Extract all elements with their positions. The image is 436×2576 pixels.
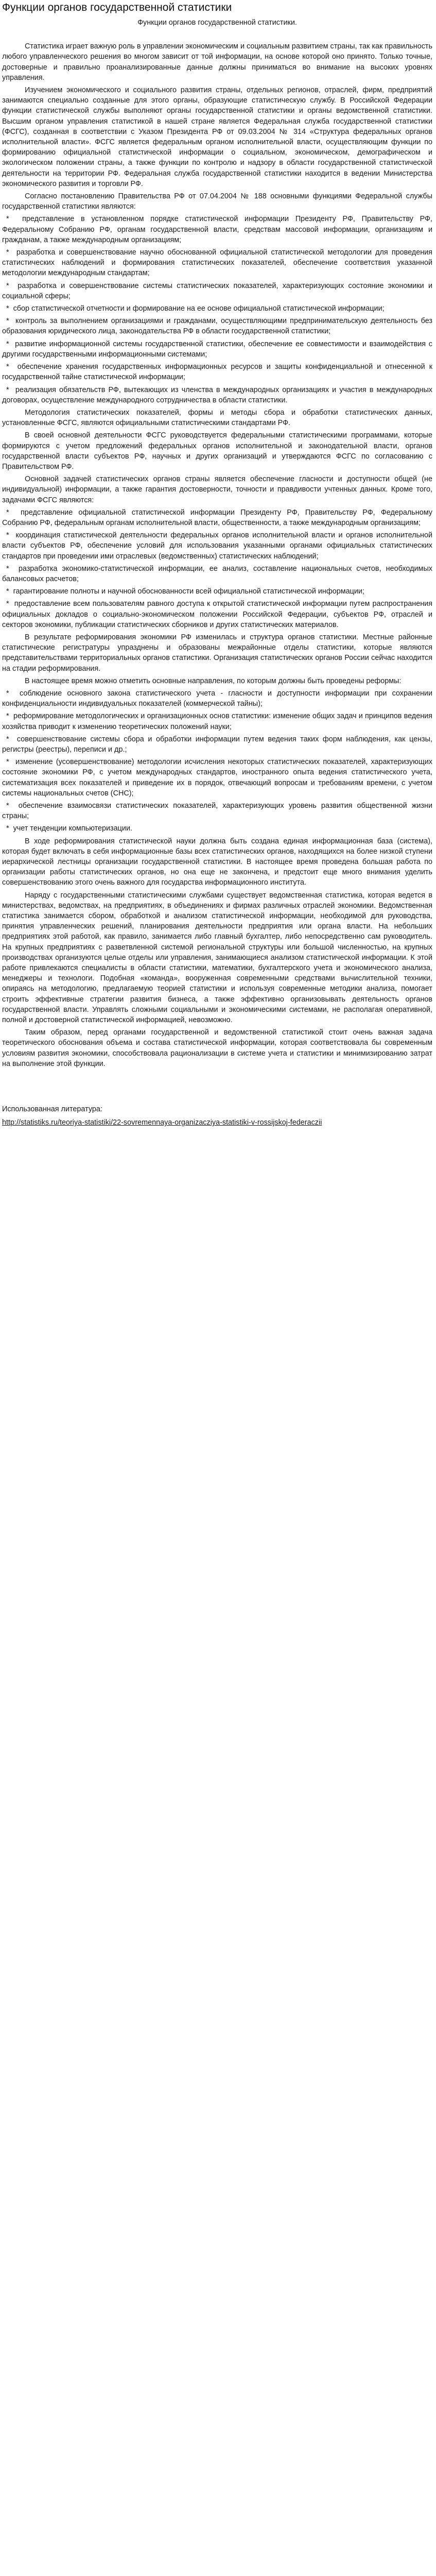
page-title: Функции органов государственной статистики [2,2,232,13]
paragraph: В результате реформирования экономики РФ изменилась и структура органов статистики. Местные районные статистические регистратуры упразднены и образованы межрайонные отделы статистики, которые являются представительствами территориальных органов статистики. Организация статистических органов России сейчас находится на стадии реформирования. [2,633,432,673]
list-item: * предоставление всем пользователям равного доступа к открытой статистической информации путем распространения официальных докладов о социально-экономическом положении Российской Федерации, субъектов РФ, отраслей и секторов экономики, публикации статистических сборников и других статистических материалов. [2,599,432,630]
reference-item [2,1117,432,1128]
list-item: * представление в установленном порядке статистической информации Президенту РФ, Правительству РФ, Федеральному Собранию РФ, органам государственной власти, средствам массовой информации, организациям и гражданам, а также международным организациям; [2,214,432,245]
spacer [2,1071,432,1104]
list-item: * сбор статистической отчетности и формирование на ее основе официальной статистической информации; [2,303,432,314]
list-item: * учет тенденции компьютеризации. [2,823,432,834]
paragraph: Наряду с государственными статистическими службами существует ведомственная статистика, которая ведется в министерствах, ведомствах, на предприятиях, в объединениях и фирмах различных отраслей экономики. Ведомственная статистика занимается сбором, обработкой и анализом статистической информации, необходимой для руководства, принятия управленческих решений, планирования деятельности предприятия или органа власти. На небольших предприятиях этой работой, как правило, занимается либо главный бухгалтер, либо непосредственно сам руководитель. На крупных предприятиях с разветвленной системой региональной структуры или большой численностью, на крупных производствах организуются целые отделы или управления, занимающиеся анализом статистической информации. К этой работе привлекаются специалисты в области статистики, математики, бухгалтерского учета и экономического анализа, менеджеры и технологи. Подобная «команда», вооруженная современными средствами вычислительной техники, опираясь на методологию, предлагаемую теорией статистики и используя современные методики анализа, помогает строить эффективные стратегии развития бизнеса, а также эффективно организовывать деятельность органов государственной власти. Управлять сложными социальными и экономическими системами, не располагая оперативной, полной и достоверной статистической информацией, невозможно. [2,891,432,1025]
list-item: * контроль за выполнением организациями и гражданами, осуществляющими предпринимательскую деятельность без образования юридического лица, законодательства РФ в области государственной статистики; [2,316,432,336]
article-body [2,41,432,1069]
list-item: * реформирование методологических и организационных основ статистики: изменение общих задач и принципов ведения хозяйства приводит к изменению теоретических положений науки; [2,711,432,732]
list-item: * обеспечение взаимосвязи статистических показателей, характеризующих уровень развития общественной жизни страны; [2,801,432,821]
paragraph: В настоящее время можно отметить основные направления, по которым должны быть проведены реформы: [25,676,402,685]
paragraph: Статистика играет важную роль в управлении экономическим и социальным развитием страны, так как правильность любого управленческого решения во многом зависит от той информации, на основе которой оно принято. Только точные, достоверные и правильно проанализированные данные должны приниматься во внимание на высоких уровнях управления. [2,42,432,82]
paragraph: Методология статистических показателей, формы и методы сбора и обработки статистических данных, установленные ФСГС, являются официальными статистическими стандартами РФ. [2,408,432,428]
paragraph: Таким образом, перед органами государственной и ведомственной статистикой стоит очень важная задача теоретического обоснования объема и состава статистической информации, которая соответствовала бы современным условиям развития экономики, способствовала рационализации в системе учета и статистики и минимизированию затрат на выполнение этой функции. [2,1028,432,1068]
paragraph: Основной задачей статистических органов страны является обеспечение гласности и доступности общей (не индивидуальной) информации, а также гарантия достоверности, точности и правдивости учтенных данных. Кроме того, задачами ФСГС являются: [2,475,432,504]
page-subtitle: Функции органов государственной статистики. [137,19,297,27]
reference-link[interactable]: http://statistiks.ru/teoriya-statistiki/22-sovremennaya-organizacziya-statistiki-v-rossijskoj-federaczii [2,1118,322,1127]
references-section [2,1104,432,1128]
references-label: Использованная литература: [2,1105,102,1114]
list-item: * координация статистической деятельности федеральных органов исполнительной власти и органов исполнительной власти субъектов РФ, обеспечение условий для использования указанными органами официальных статистических стандартов при проведении ими отраслевых (ведомственных) статистических наблюдений; [2,530,432,562]
list-item: * обеспечение хранения государственных информационных ресурсов и защиты конфиденциальной и отнесенной к государственной тайне статистической информации; [2,362,432,382]
list-item: * гарантирование полноты и научной обоснованности всей официальной статистической информации; [2,586,432,597]
list-item: * совершенствование системы сбора и обработки информации путем ведения таких форм наблюдения, как цензы, регистры (реестры), переписи и др.; [2,734,432,755]
list-item: * реализация обязательств РФ, вытекающих из членства в международных организациях и участия в международных договорах, осуществление международного сотрудничества в области статистики. [2,385,432,405]
list-item: * соблюдение основного закона статистического учета - гласности и доступности информации при сохранении конфиденциальности индивидуальных показателей (коммерческой тайны); [2,688,432,709]
paragraph: Согласно постановлению Правительства РФ от 07.04.2004 № 188 основными функциями Федеральной службы государственной статистики являются: [2,192,432,211]
list-item: * представление официальной статистической информации Президенту РФ, Правительству РФ, Федеральному Собранию РФ, федеральным органам исполнительной власти, общественности, а также международным организациям; [2,507,432,528]
list-item: * разработка и совершенствование системы статистических показателей, характеризующих состояние экономики и социальной сферы; [2,281,432,301]
paragraph: В своей основной деятельности ФСГС руководствуется федеральными статистическими программами, которые формируются с учетом предложений федеральных органов исполнительной и законодательной власти, органов государственной власти субъектов РФ, научных и других организаций и утверждаются ФСГС по согласованию с Правительством РФ. [2,431,432,471]
list-item: * разработка и совершенствование научно обоснованной официальной статистической методологии для проведения статистических наблюдений и формирования статистических показателей, обеспечение соответствия указанной методологии международным стандартам; [2,247,432,279]
document-page [0,0,436,1141]
list-item: * развитие информационной системы государственной статистики, обеспечение ее совместимости и взаимодействия с другими государственными информационными системами; [2,339,432,360]
paragraph: Изучением экономического и социального развития страны, отдельных регионов, отраслей, фирм, предприятий занимаются специально созданные для этого органы, образующие статистическую службу. В Российской Федерации функции статистической службы выполняют органы государственной статистики и органы ведомственной статистики. Высшим органом управления статистикой в нашей стране является Федеральная служба государственной статистики (ФСГС), созданная в соответствии с Указом Президента РФ от 09.03.2004 № 314 «Структура федеральных органов исполнительной власти». ФСГС является федеральным органом исполнительной власти, осуществляющим функции по формированию официальной статистической информации о социальном, экономическом, демографическом и экологическом положении страны, а также функции по контролю и надзору в области государственной статистической деятельности на территории РФ. Федеральная служба государственной статистики находится в ведении Министерства экономического развития и торговли РФ. [2,86,432,188]
paragraph: В ходе реформирования статистической науки должна быть создана единая информационная база (система), которая будет включать в себя информационные базы всех статистических органов, находящихся на более низкой ступени иерархической лестницы организации государственной статистики. В настоящее время проведена большая работа по организации работы статистических органов, но она еще не закончена, и предстоит еще много внимания уделить совершенствованию этого очень важного для государства информационного института. [2,837,432,887]
list-item: * изменение (усовершенствование) методологии исчисления некоторых статистических показателей, характеризующих состояние экономики РФ, с учетом международных стандартов, иностранного опыта ведения статистического учета, систематизация всех показателей и приведение их в порядок, отвечающий вопросам и требованиям времени, с учетом системы национальных счетов (СНС); [2,757,432,799]
list-item: * разработка экономико-статистической информации, ее анализ, составление национальных счетов, необходимых балансовых расчетов; [2,564,432,584]
